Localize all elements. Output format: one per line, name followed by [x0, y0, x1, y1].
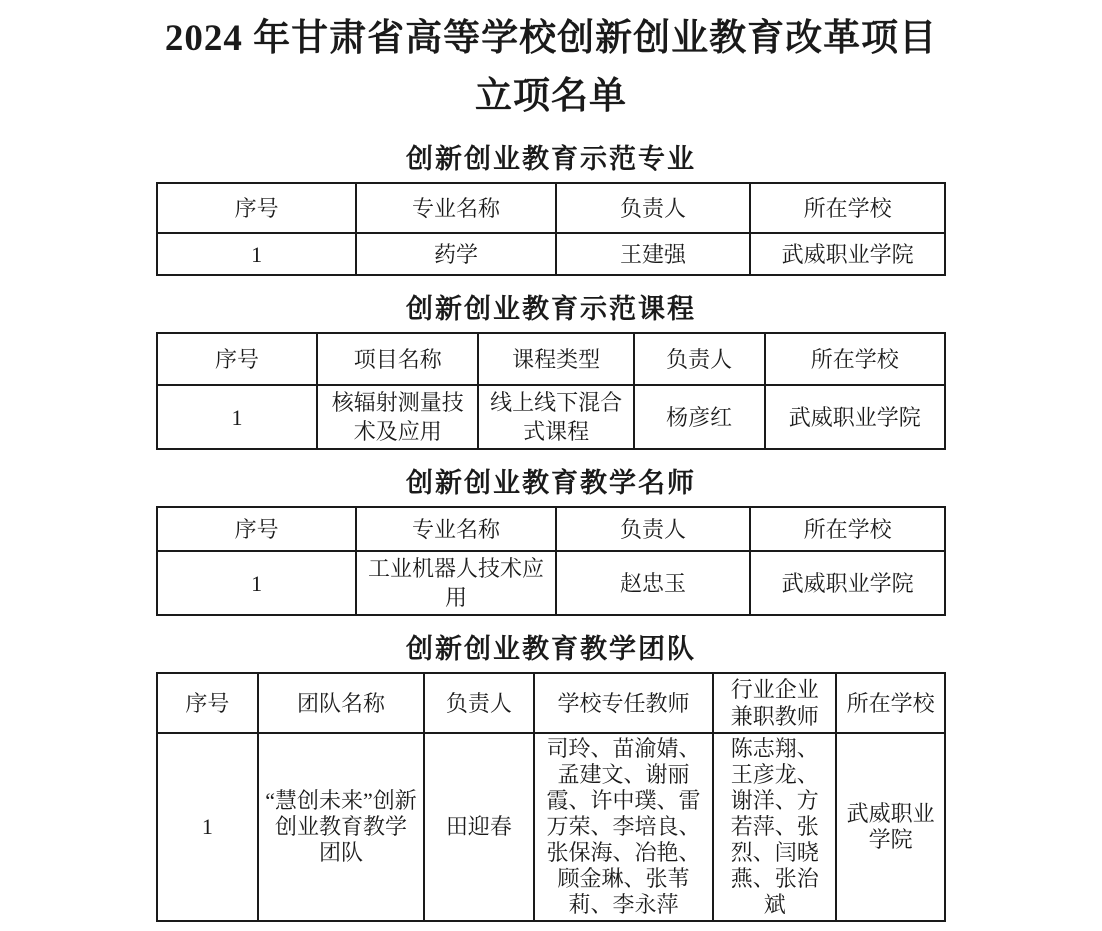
section-demo-major	[0, 144, 1102, 276]
table-cell: 武威职业学院	[750, 233, 945, 275]
table-cell: 1	[157, 233, 356, 275]
header-cell: 课程类型	[478, 333, 633, 385]
table-cell: 核辐射测量技术及应用	[317, 385, 479, 449]
table-row	[157, 733, 945, 921]
table-cell: “慧创未来”创新创业教育教学团队	[258, 733, 424, 921]
table-cell: 1	[157, 551, 356, 615]
header-cell: 序号	[157, 673, 258, 733]
header-cell: 学校专任教师	[534, 673, 714, 733]
header-cell: 负责人	[634, 333, 765, 385]
section-heading-demo-major: 创新创业教育示范专业	[406, 144, 696, 174]
teaching-master-table	[156, 506, 946, 616]
table-row	[157, 551, 945, 615]
section-heading-demo-course: 创新创业教育示范课程	[406, 294, 696, 324]
table-cell: 武威职业学院	[765, 385, 945, 449]
table-row	[157, 233, 945, 275]
header-cell: 所在学校	[836, 673, 945, 733]
header-cell: 专业名称	[356, 507, 555, 551]
header-cell: 专业名称	[356, 183, 555, 233]
demo-major-table	[156, 182, 946, 276]
document-title-line-1: 2024 年甘肃省高等学校创新创业教育改革项目	[164, 18, 938, 59]
section-heading-teaching-team: 创新创业教育教学团队	[406, 634, 696, 664]
table-cell: 1	[157, 733, 258, 921]
header-cell: 负责人	[424, 673, 534, 733]
header-cell: 负责人	[556, 507, 751, 551]
table-cell: 王建强	[556, 233, 751, 275]
table-cell: 药学	[356, 233, 555, 275]
table-cell: 司玲、苗渝婧、孟建文、谢丽霞、许中璞、雷万荣、李培良、张保海、冶艳、顾金琳、张苇莉、李永萍	[534, 733, 714, 921]
header-cell: 项目名称	[317, 333, 479, 385]
table-header-row	[157, 183, 945, 233]
header-cell: 序号	[157, 333, 317, 385]
table-header-row	[157, 673, 945, 733]
table-cell: 工业机器人技术应用	[356, 551, 555, 615]
table-cell: 杨彦红	[634, 385, 765, 449]
demo-course-table	[156, 332, 946, 450]
header-cell: 行业企业兼职教师	[713, 673, 836, 733]
header-cell: 序号	[157, 507, 356, 551]
header-cell: 所在学校	[750, 183, 945, 233]
teaching-team-table	[156, 672, 946, 922]
header-cell: 所在学校	[765, 333, 945, 385]
header-cell: 团队名称	[258, 673, 424, 733]
header-cell: 所在学校	[750, 507, 945, 551]
table-cell: 武威职业学院	[836, 733, 945, 921]
table-cell: 武威职业学院	[750, 551, 945, 615]
table-row	[157, 385, 945, 449]
table-header-row	[157, 333, 945, 385]
section-demo-course	[0, 294, 1102, 450]
table-cell: 陈志翔、王彦龙、谢洋、方若萍、张烈、闫晓燕、张治斌	[713, 733, 836, 921]
section-heading-teaching-master: 创新创业教育教学名师	[406, 468, 696, 498]
table-cell: 线上线下混合式课程	[478, 385, 633, 449]
section-teaching-team	[0, 634, 1102, 922]
document-title-line-2: 立项名单	[475, 76, 627, 117]
header-cell: 序号	[157, 183, 356, 233]
document-title	[0, 10, 1102, 126]
table-header-row	[157, 507, 945, 551]
section-teaching-master	[0, 468, 1102, 616]
table-cell: 赵忠玉	[556, 551, 751, 615]
table-cell: 田迎春	[424, 733, 534, 921]
header-cell: 负责人	[556, 183, 751, 233]
table-cell: 1	[157, 385, 317, 449]
